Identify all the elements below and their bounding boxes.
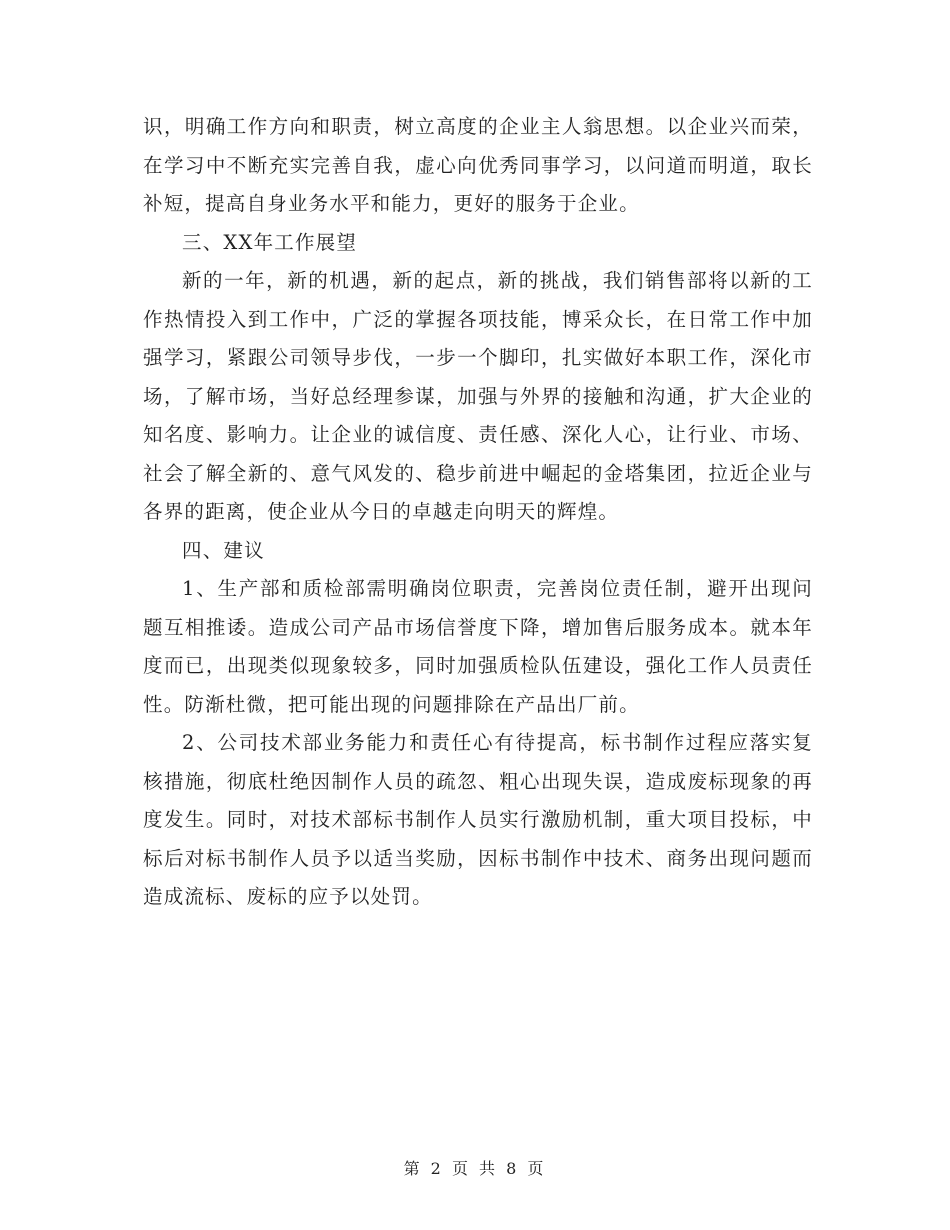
suggestion-paragraph-2: 2、公司技术部业务能力和责任心有待提高，标书制作过程应落实复核措施，彻底杜绝因制作人员的疏忽、粗心出现失误，造成废标现象的再度发生。同时，对技术部标书制作人员实行激励机制，重大项目投标，中标后对标书制作人员予以适当奖励，因标书制作中技术、商务出现问题而造成流标、废标的应予以处罚。 [143,731,813,908]
continuation-paragraph: 识，明确工作方向和职责，树立高度的企业主人翁思想。以企业兴而荣，在学习中不断充实完善自我，虚心向优秀同事学习，以问道而明道，取长补短，提高自身业务水平和能力，更好的服务于企业。 [143,115,813,215]
document-body [143,108,813,917]
suggestion-paragraph-1: 1、生产部和质检部需明确岗位职责，完善岗位责任制，避开出现问题互相推诿。造成公司产品市场信誉度下降，增加售后服务成本。就本年度而已，出现类似现象较多，同时加强质检队伍建设，强化工作人员责任性。防渐杜微，把可能出现的问题排除在产品出厂前。 [143,577,813,716]
outlook-paragraph: 新的一年，新的机遇，新的起点，新的挑战，我们销售部将以新的工作热情投入到工作中，广泛的掌握各项技能，博采众长，在日常工作中加强学习，紧跟公司领导步伐，一步一个脚印，扎实做好本职工作，深化市场，了解市场，当好总经理参谋，加强与外界的接触和沟通，扩大企业的知名度、影响力。让企业的诚信度、责任感、深化人心，让行业、市场、社会了解全新的、意气风发的、稳步前进中崛起的金塔集团，拉近企业与各界的距离，使企业从今日的卓越走向明天的辉煌。 [143,269,813,523]
section-heading-suggestions: 四、建议 [182,538,265,562]
section-heading-outlook: 三、XX年工作展望 [182,230,358,254]
page-number-footer: 第 2 页 共 8 页 [403,1159,547,1178]
